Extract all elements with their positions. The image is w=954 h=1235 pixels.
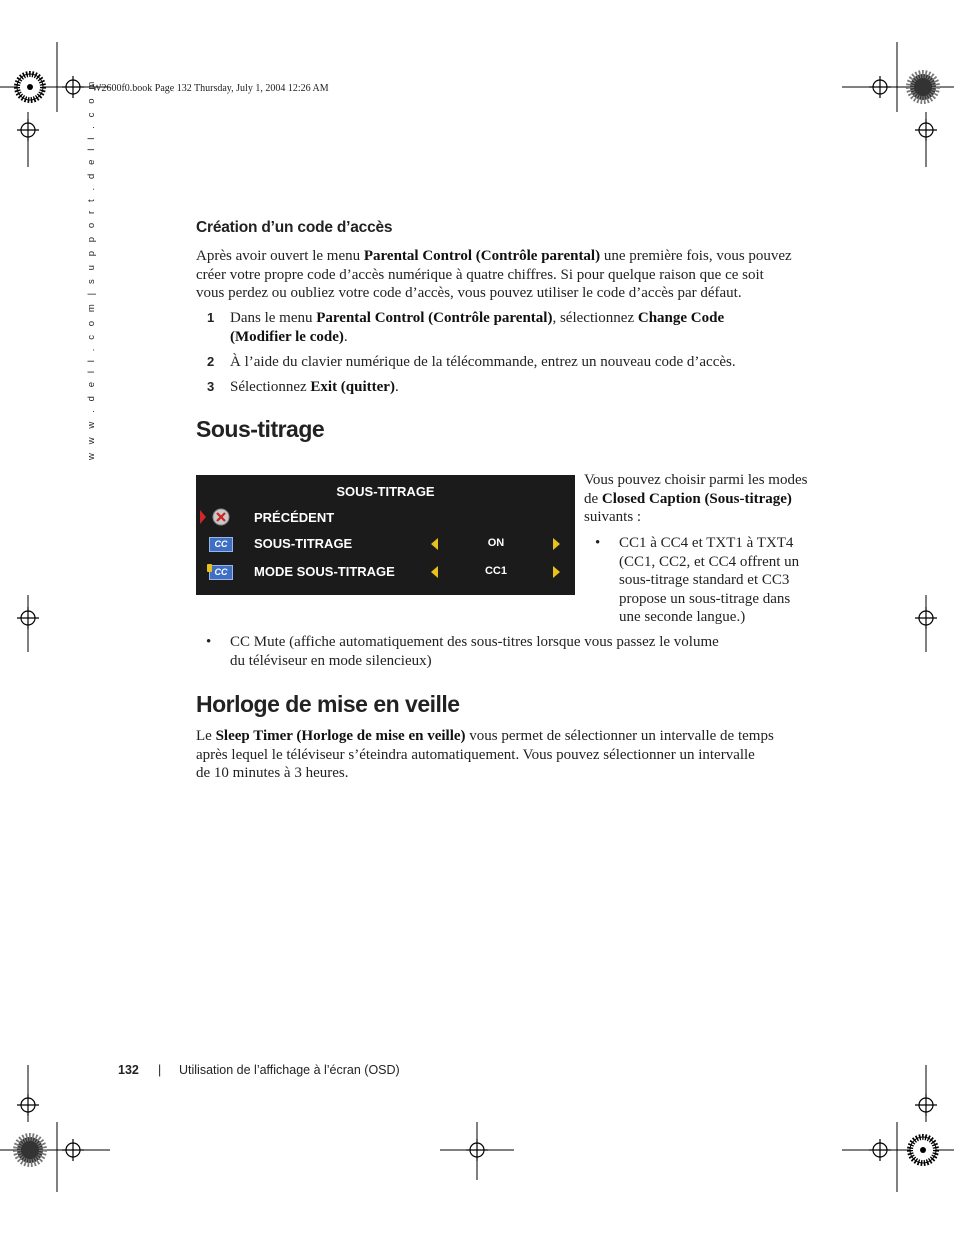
osd-row-caption-mode[interactable]: MODE SOUS-TITRAGE (254, 564, 395, 579)
arrow-left-icon[interactable] (431, 538, 438, 550)
print-file-note: W2600f0.book Page 132 Thursday, July 1, 2004 12:26 AM (92, 83, 329, 94)
selection-arrow-icon (200, 510, 206, 524)
osd-menu-title: SOUS-TITRAGE (336, 484, 435, 499)
section-title-captions: Sous-titrage (196, 416, 325, 442)
back-icon[interactable] (211, 508, 231, 526)
footer-chapter-title: Utilisation de l’affichage à l’écran (OSD) (179, 1063, 400, 1077)
step-2: 2 À l’aide du clavier numérique de la télécommande, entrez un nouveau code d’accès. (207, 354, 736, 370)
step-1: 1 Dans le menu Parental Control (Contrôle parental), sélectionnez Change Code (Modifier le code). (207, 310, 725, 345)
sleep-timer-menu-name: Sleep Timer (Horloge de mise en veille) (215, 728, 466, 744)
sleep-timer-paragraph: Le Sleep Timer (Horloge de mise en veille) vous permet de sélectionner un intervalle de temps après lequel le téléviseur s’éteindra automatiquement. Vous pouvez sélectionner un intervalle de 10 minutes à 3 heures. (196, 728, 774, 782)
step-number: 1 (207, 310, 215, 325)
osd-row-back[interactable]: PRÉCÉDENT (254, 510, 335, 525)
footer-separator: | (158, 1063, 162, 1077)
arrow-left-icon[interactable] (431, 566, 438, 578)
step-number: 2 (207, 354, 215, 369)
cc-mode-icon: CC (209, 565, 233, 580)
step-number: 3 (207, 379, 215, 394)
parental-control-menu-name: Parental Control (Contrôle parental) (363, 248, 601, 264)
list-item-cc-mute: CC Mute (affiche automatiquement des sous-titres lorsque vous passez le volume du téléviseur en mode silencieux) (230, 634, 719, 669)
arrow-right-icon[interactable] (553, 538, 560, 550)
intro-line-2: créer votre propre code d’accès numérique à quatre chiffres. Si pour quelque raison que ce soit (196, 266, 764, 283)
closed-caption-menu-name: Closed Caption (Sous-titrage) (601, 490, 792, 507)
page-number: 132 (118, 1063, 139, 1077)
section-title-sleep-timer: Horloge de mise en veille (196, 691, 460, 717)
intro-line-3: vous perdez ou oubliez votre code d’accès, vous pouvez utiliser le code d’accès par défaut. (196, 285, 742, 302)
step-3: 3 Sélectionnez Exit (quitter). (207, 379, 399, 395)
intro-line-1: Après avoir ouvert le menu Parental Control (Contrôle parental) une première fois, vous pouvez (196, 248, 792, 264)
osd-value-captions: ON (487, 537, 505, 549)
section-subtitle-access-code: Création d’un code d’accès (196, 219, 393, 236)
access-code-intro (196, 247, 792, 303)
side-url: w w w . d e l l . c o m | s u p p o r t . d e l l . c o m (86, 78, 97, 460)
captions-side-text: Vous pouvez choisir parmi les modes de Closed Caption (Sous-titrage) suivants : (584, 472, 808, 526)
cc-mode-badge-icon (207, 564, 212, 572)
osd-row-captions[interactable]: SOUS-TITRAGE (254, 536, 353, 551)
bullet-marker: • (595, 535, 601, 551)
bullet-marker: • (206, 634, 212, 650)
list-item-cc-modes: CC1 à CC4 et TXT1 à TXT4 (CC1, CC2, et CC4 offrent un sous-titrage standard et CC3 propose un sous-titrage dans une seconde langue.) (619, 535, 800, 626)
cc-icon: CC (209, 537, 233, 552)
osd-value-caption-mode: CC1 (484, 565, 507, 577)
osd-menu-captions (196, 475, 575, 595)
arrow-right-icon[interactable] (553, 566, 560, 578)
